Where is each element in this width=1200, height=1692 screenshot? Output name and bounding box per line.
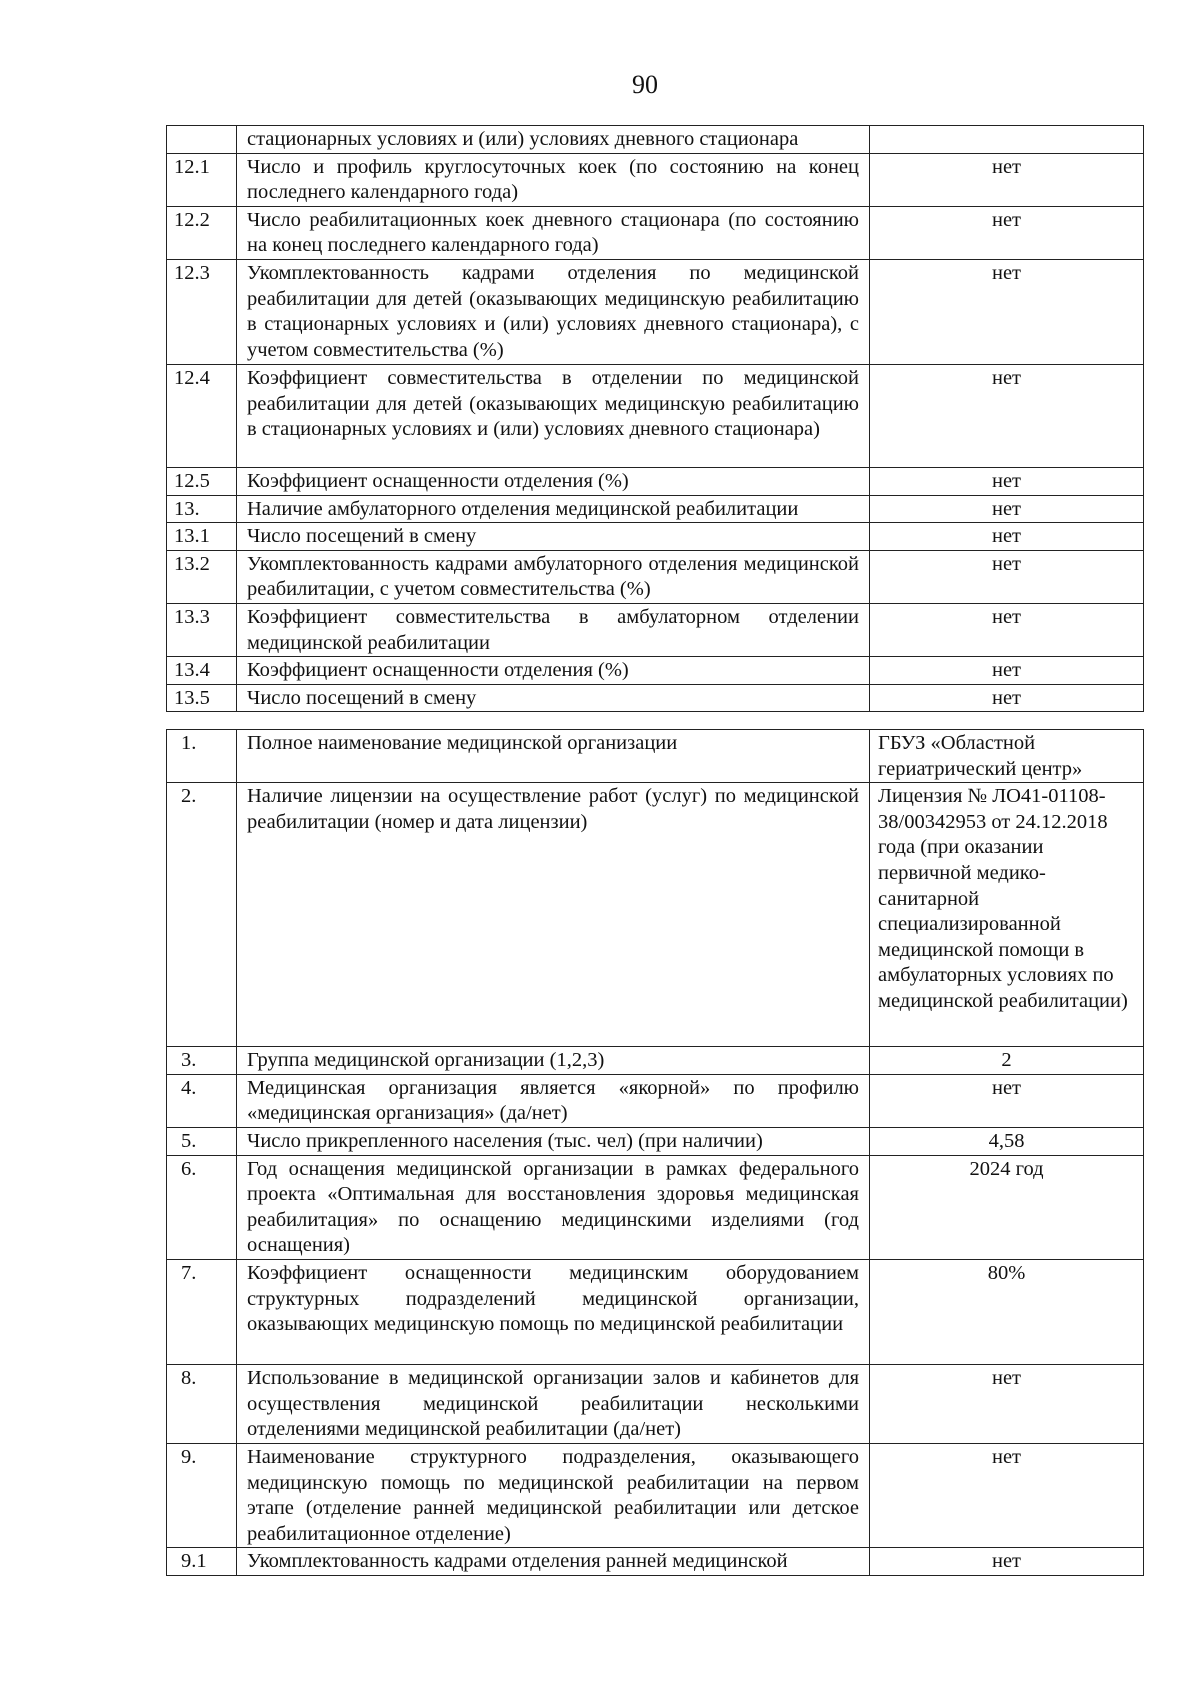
row-number: 1. <box>167 730 237 783</box>
row-value: 2024 год <box>870 1155 1144 1259</box>
table-row <box>167 126 1144 154</box>
row-number: 13.5 <box>167 684 237 712</box>
table-row <box>167 467 1144 495</box>
row-number: 13.3 <box>167 603 237 656</box>
row-number <box>167 126 237 154</box>
row-value: 80% <box>870 1259 1144 1364</box>
row-value: нет <box>870 1548 1144 1576</box>
row-description: Наличие амбулаторного отделения медицинской реабилитации <box>237 495 870 523</box>
table-row <box>167 364 1144 467</box>
row-number: 3. <box>167 1047 237 1075</box>
row-number: 12.3 <box>167 259 237 364</box>
table-row <box>167 684 1144 712</box>
row-description: Медицинская организация является «якорной» по профилю «медицинская организация» (да/нет) <box>237 1074 870 1127</box>
row-number: 8. <box>167 1364 237 1443</box>
row-number: 7. <box>167 1259 237 1364</box>
table-row <box>167 657 1144 685</box>
table-row <box>167 730 1144 783</box>
row-number: 12.2 <box>167 206 237 259</box>
row-value: 2 <box>870 1047 1144 1075</box>
row-number: 13.2 <box>167 550 237 603</box>
table-row <box>167 1443 1144 1547</box>
table-row <box>167 495 1144 523</box>
table-row <box>167 1074 1144 1127</box>
row-value: нет <box>870 550 1144 603</box>
table-row <box>167 1259 1144 1364</box>
row-number: 2. <box>167 783 237 1047</box>
row-value: нет <box>870 1443 1144 1547</box>
row-value: 4,58 <box>870 1127 1144 1155</box>
table-row <box>167 153 1144 206</box>
row-description: Использование в медицинской организации залов и кабинетов для осуществления медицинской реабилитации несколькими отделениями медицинской реабилитации (да/нет) <box>237 1364 870 1443</box>
row-value: нет <box>870 523 1144 551</box>
row-description: Коэффициент оснащенности отделения (%) <box>237 467 870 495</box>
table-row <box>167 206 1144 259</box>
row-number: 6. <box>167 1155 237 1259</box>
row-number: 12.4 <box>167 364 237 467</box>
row-number: 13. <box>167 495 237 523</box>
row-description: Число прикрепленного населения (тыс. чел) (при наличии) <box>237 1127 870 1155</box>
row-description: Полное наименование медицинской организации <box>237 730 870 783</box>
table-row <box>167 1364 1144 1443</box>
row-description: Коэффициент совместительства в амбулаторном отделении медицинской реабилитации <box>237 603 870 656</box>
row-description: Наличие лицензии на осуществление работ (услуг) по медицинской реабилитации (номер и дата лицензии) <box>237 783 870 1047</box>
row-description: Коэффициент оснащенности отделения (%) <box>237 657 870 685</box>
row-value: нет <box>870 467 1144 495</box>
row-number: 12.1 <box>167 153 237 206</box>
row-number: 13.4 <box>167 657 237 685</box>
row-number: 9. <box>167 1443 237 1547</box>
row-number: 12.5 <box>167 467 237 495</box>
row-value: нет <box>870 1074 1144 1127</box>
row-value: нет <box>870 603 1144 656</box>
row-value: нет <box>870 684 1144 712</box>
row-description: Год оснащения медицинской организации в рамках федерального проекта «Оптимальная для восстановления здоровья медицинская реабилитация» по оснащению медицинскими изделиями (год оснащения) <box>237 1155 870 1259</box>
page-number: 90 <box>632 70 658 99</box>
row-description: стационарных условиях и (или) условиях дневного стационара <box>237 126 870 154</box>
row-description: Число реабилитационных коек дневного стационара (по состоянию на конец последнего календарного года) <box>237 206 870 259</box>
row-description: Число и профиль круглосуточных коек (по состоянию на конец последнего календарного года) <box>237 153 870 206</box>
row-description: Коэффициент совместительства в отделении по медицинской реабилитации для детей (оказывающих медицинскую реабилитацию в стационарных условиях и (или) условиях дневного стационара) <box>237 364 870 467</box>
row-number: 13.1 <box>167 523 237 551</box>
table-row <box>167 523 1144 551</box>
row-value: ГБУЗ «Областной гериатрический центр» <box>870 730 1144 783</box>
table-row <box>167 783 1144 1047</box>
table-row <box>167 259 1144 364</box>
row-value: нет <box>870 206 1144 259</box>
table-row <box>167 1047 1144 1075</box>
row-value: нет <box>870 259 1144 364</box>
row-description: Наименование структурного подразделения, оказывающего медицинскую помощь по медицинской реабилитации на первом этапе (отделение ранней медицинской реабилитации или детское реабилитационное отделение) <box>237 1443 870 1547</box>
row-description: Укомплектованность кадрами амбулаторного отделения медицинской реабилитации, с учетом совместительства (%) <box>237 550 870 603</box>
table-row <box>167 1127 1144 1155</box>
table-row <box>167 603 1144 656</box>
row-description: Группа медицинской организации (1,2,3) <box>237 1047 870 1075</box>
organization-info-table <box>166 729 1144 1576</box>
row-value: нет <box>870 495 1144 523</box>
rehab-indicators-table <box>166 125 1144 712</box>
row-value: нет <box>870 153 1144 206</box>
row-value: нет <box>870 657 1144 685</box>
row-description: Укомплектованность кадрами отделения ранней медицинской <box>237 1548 870 1576</box>
row-description: Коэффициент оснащенности медицинским оборудованием структурных подразделений медицинской организации, оказывающих медицинскую помощь по медицинской реабилитации <box>237 1259 870 1364</box>
table-row <box>167 1548 1144 1576</box>
row-number: 5. <box>167 1127 237 1155</box>
table-row <box>167 550 1144 603</box>
row-value: нет <box>870 364 1144 467</box>
row-number: 9.1 <box>167 1548 237 1576</box>
row-number: 4. <box>167 1074 237 1127</box>
row-description: Число посещений в смену <box>237 523 870 551</box>
row-value <box>870 126 1144 154</box>
row-value: нет <box>870 1364 1144 1443</box>
row-description: Укомплектованность кадрами отделения по медицинской реабилитации для детей (оказывающих медицинскую реабилитацию в стационарных условиях и (или) условиях дневного стационара), с учетом совместительства (%) <box>237 259 870 364</box>
row-description: Число посещений в смену <box>237 684 870 712</box>
table-row <box>167 1155 1144 1259</box>
row-value: Лицензия № ЛО41-01108-38/00342953 от 24.12.2018 года (при оказании первичной медико-санитарной специализированной медицинской помощи в амбулаторных условиях по медицинской реабилитации) <box>870 783 1144 1047</box>
